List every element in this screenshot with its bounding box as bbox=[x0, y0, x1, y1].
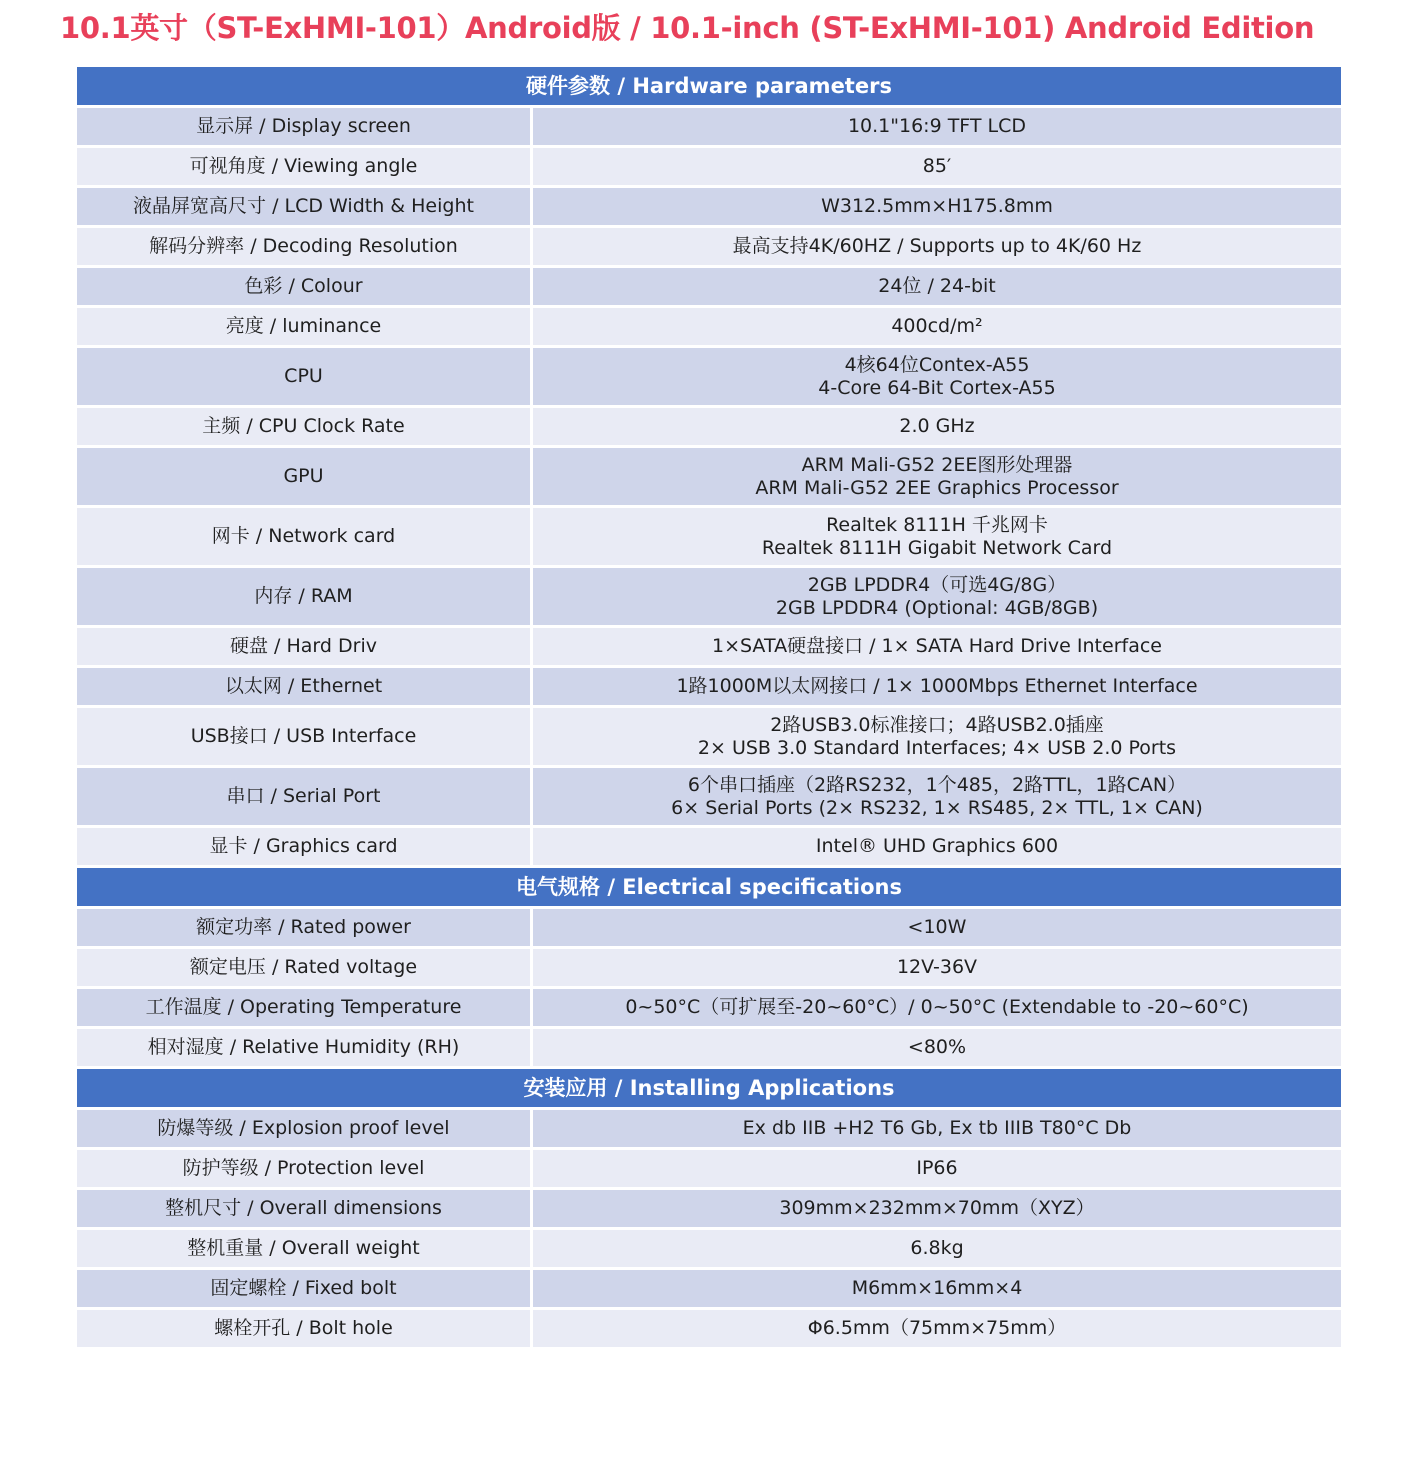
spec-value-line: Ex db IIB +H2 T6 Gb, Ex tb IIIB T80°C Db bbox=[742, 1117, 1132, 1139]
spec-label: CPU bbox=[76, 347, 532, 407]
table-row bbox=[76, 1309, 1343, 1349]
spec-label: 防护等级 / Protection level bbox=[76, 1149, 532, 1189]
spec-value-line: 24位 / 24-bit bbox=[878, 275, 996, 297]
spec-value bbox=[532, 827, 1343, 867]
spec-label: 整机重量 / Overall weight bbox=[76, 1229, 532, 1269]
table-row bbox=[76, 707, 1343, 767]
spec-label: USB接口 / USB Interface bbox=[76, 707, 532, 767]
spec-value-line: ARM Mali-G52 2EE Graphics Processor bbox=[755, 476, 1119, 499]
spec-value-line: 1×SATA硬盘接口 / 1× SATA Hard Drive Interface bbox=[712, 635, 1162, 657]
spec-value-line: 最高支持4K/60HZ / Supports up to 4K/60 Hz bbox=[732, 235, 1142, 257]
table-row bbox=[76, 507, 1343, 567]
spec-value bbox=[532, 227, 1343, 267]
table-row bbox=[76, 1028, 1343, 1068]
spec-label: 额定功率 / Rated power bbox=[76, 908, 532, 948]
spec-value-line: M6mm×16mm×4 bbox=[851, 1277, 1023, 1299]
table-row bbox=[76, 107, 1343, 147]
spec-label: 硬盘 / Hard Driv bbox=[76, 627, 532, 667]
spec-value bbox=[532, 447, 1343, 507]
spec-value-line: 6× Serial Ports (2× RS232, 1× RS485, 2× TTL, 1× CAN) bbox=[671, 796, 1203, 819]
spec-value bbox=[532, 1189, 1343, 1229]
spec-value bbox=[532, 567, 1343, 627]
table-row bbox=[76, 1109, 1343, 1149]
spec-value bbox=[532, 107, 1343, 147]
spec-value-line: 2× USB 3.0 Standard Interfaces; 4× USB 2.0 Ports bbox=[697, 736, 1177, 759]
spec-table-body bbox=[76, 66, 1343, 1349]
spec-value-line: W312.5mm×H175.8mm bbox=[821, 195, 1053, 217]
spec-value bbox=[532, 1269, 1343, 1309]
spec-value bbox=[532, 948, 1343, 988]
spec-label: 相对湿度 / Relative Humidity (RH) bbox=[76, 1028, 532, 1068]
table-row bbox=[76, 567, 1343, 627]
table-row bbox=[76, 307, 1343, 347]
spec-value-line: 6个串口插座（2路RS232，1个485，2路TTL，1路CAN） bbox=[687, 773, 1187, 796]
spec-label: 内存 / RAM bbox=[76, 567, 532, 627]
table-row bbox=[76, 948, 1343, 988]
section-header-row bbox=[76, 66, 1343, 107]
spec-label: 串口 / Serial Port bbox=[76, 767, 532, 827]
spec-value bbox=[532, 1149, 1343, 1189]
spec-value bbox=[532, 667, 1343, 707]
table-row bbox=[76, 407, 1343, 447]
spec-value-line: 12V-36V bbox=[896, 956, 978, 978]
spec-value bbox=[532, 1229, 1343, 1269]
spec-value-line: <10W bbox=[907, 916, 967, 938]
spec-value-line: 6.8kg bbox=[910, 1237, 964, 1259]
spec-value bbox=[532, 1309, 1343, 1349]
spec-value-line: 2路USB3.0标准接口；4路USB2.0插座 bbox=[770, 713, 1104, 736]
spec-label: 色彩 / Colour bbox=[76, 267, 532, 307]
spec-value-line: 2GB LPDDR4 (Optional: 4GB/8GB) bbox=[775, 596, 1099, 619]
table-row bbox=[76, 908, 1343, 948]
table-row bbox=[76, 1149, 1343, 1189]
spec-label: 显示屏 / Display screen bbox=[76, 107, 532, 147]
table-row bbox=[76, 1229, 1343, 1269]
spec-label: 额定电压 / Rated voltage bbox=[76, 948, 532, 988]
spec-label: 固定螺栓 / Fixed bolt bbox=[76, 1269, 532, 1309]
spec-value bbox=[532, 988, 1343, 1028]
table-row bbox=[76, 187, 1343, 227]
spec-value-line: <80% bbox=[907, 1036, 967, 1058]
spec-value bbox=[532, 187, 1343, 227]
spec-value bbox=[532, 767, 1343, 827]
section-header-row bbox=[76, 867, 1343, 908]
table-row bbox=[76, 227, 1343, 267]
spec-value-line: 85′ bbox=[922, 155, 952, 177]
table-row bbox=[76, 347, 1343, 407]
table-row bbox=[76, 627, 1343, 667]
spec-label: 工作温度 / Operating Temperature bbox=[76, 988, 532, 1028]
spec-value-line: 10.1"16:9 TFT LCD bbox=[847, 115, 1027, 137]
spec-value-line: Intel® UHD Graphics 600 bbox=[815, 835, 1059, 857]
spec-value bbox=[532, 147, 1343, 187]
spec-value bbox=[532, 1028, 1343, 1068]
table-row bbox=[76, 667, 1343, 707]
spec-value-line: 2.0 GHz bbox=[899, 415, 975, 437]
spec-value bbox=[532, 707, 1343, 767]
spec-value bbox=[532, 1109, 1343, 1149]
spec-label: 螺栓开孔 / Bolt hole bbox=[76, 1309, 532, 1349]
spec-value bbox=[532, 908, 1343, 948]
spec-value-line: ARM Mali-G52 2EE图形处理器 bbox=[801, 453, 1073, 476]
spec-label: 防爆等级 / Explosion proof level bbox=[76, 1109, 532, 1149]
spec-label: 以太网 / Ethernet bbox=[76, 667, 532, 707]
table-row bbox=[76, 147, 1343, 187]
spec-label: 显卡 / Graphics card bbox=[76, 827, 532, 867]
spec-label: 可视角度 / Viewing angle bbox=[76, 147, 532, 187]
spec-value-line: 4-Core 64-Bit Cortex-A55 bbox=[818, 376, 1056, 399]
section-header: 安装应用 / Installing Applications bbox=[76, 1068, 1343, 1109]
spec-value-line: 400cd/m² bbox=[891, 315, 983, 337]
table-row bbox=[76, 447, 1343, 507]
spec-value bbox=[532, 267, 1343, 307]
spec-table bbox=[74, 64, 1344, 1350]
spec-value-line: 0~50°C（可扩展至-20~60°C）/ 0~50°C (Extendable to -20~60°C) bbox=[625, 996, 1249, 1018]
section-header: 硬件参数 / Hardware parameters bbox=[76, 66, 1343, 107]
spec-value-line: 2GB LPDDR4（可选4G/8G） bbox=[807, 573, 1067, 596]
spec-label: 解码分辨率 / Decoding Resolution bbox=[76, 227, 532, 267]
spec-value-line: Realtek 8111H Gigabit Network Card bbox=[761, 536, 1113, 559]
spec-value-line: 309mm×232mm×70mm（XYZ） bbox=[779, 1197, 1095, 1219]
section-header: 电气规格 / Electrical specifications bbox=[76, 867, 1343, 908]
table-row bbox=[76, 1269, 1343, 1309]
spec-label: 亮度 / luminance bbox=[76, 307, 532, 347]
table-row bbox=[76, 267, 1343, 307]
spec-value-line: IP66 bbox=[916, 1157, 958, 1179]
spec-value bbox=[532, 507, 1343, 567]
section-header-row bbox=[76, 1068, 1343, 1109]
page-title: 10.1英寸（ST-ExHMI-101）Android版 / 10.1-inch (ST-ExHMI-101) Android Edition bbox=[60, 11, 1315, 45]
spec-value bbox=[532, 347, 1343, 407]
spec-value-line: Realtek 8111H 千兆网卡 bbox=[826, 513, 1048, 536]
spec-label: GPU bbox=[76, 447, 532, 507]
spec-label: 液晶屏宽高尺寸 / LCD Width & Height bbox=[76, 187, 532, 227]
spec-value bbox=[532, 407, 1343, 447]
spec-label: 整机尺寸 / Overall dimensions bbox=[76, 1189, 532, 1229]
spec-value bbox=[532, 307, 1343, 347]
spec-label: 主频 / CPU Clock Rate bbox=[76, 407, 532, 447]
spec-value-line: Φ6.5mm（75mm×75mm） bbox=[807, 1317, 1067, 1339]
table-row bbox=[76, 827, 1343, 867]
table-row bbox=[76, 988, 1343, 1028]
table-row bbox=[76, 1189, 1343, 1229]
spec-value bbox=[532, 627, 1343, 667]
spec-label: 网卡 / Network card bbox=[76, 507, 532, 567]
table-row bbox=[76, 767, 1343, 827]
spec-value-line: 1路1000M以太网接口 / 1× 1000Mbps Ethernet Interface bbox=[676, 675, 1198, 697]
spec-value-line: 4核64位Contex-A55 bbox=[844, 353, 1030, 376]
